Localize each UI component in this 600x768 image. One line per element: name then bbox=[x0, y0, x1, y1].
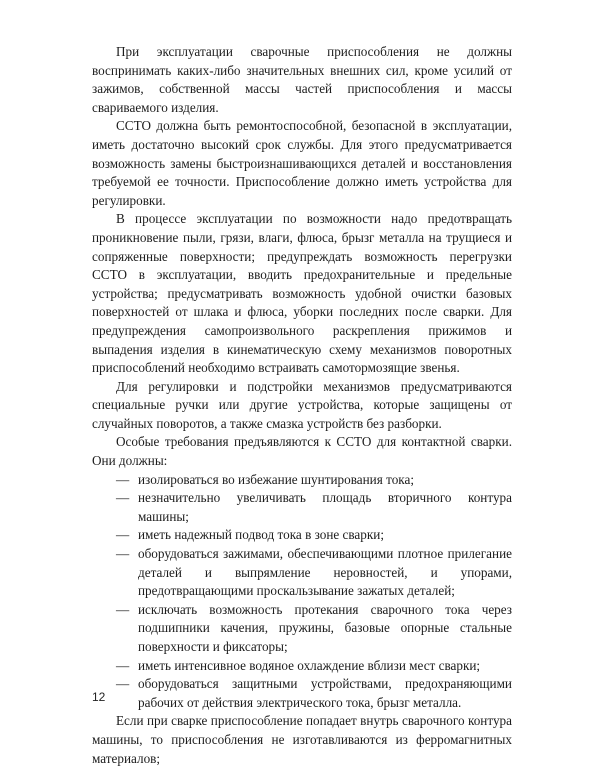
paragraph: Особые требования предъявляются к ССТО для контактной сварки. Они должны: bbox=[92, 434, 512, 469]
page-number: 12 bbox=[92, 690, 106, 704]
list-item bbox=[92, 471, 512, 490]
paragraph: Для регулировки и подстройки механизмов предусматриваются специальные ручки или другие устройства, которые защищены от случайных поворотов, а также смазка устройств без разборки. bbox=[92, 378, 512, 431]
list-item-text: оборудоваться защитными устройствами, предохраняющими рабочих от действия электрического тока, брызг металла. bbox=[138, 676, 512, 710]
list-item bbox=[92, 526, 512, 545]
list-item bbox=[92, 489, 512, 526]
list-dash: — bbox=[116, 601, 130, 617]
page-body bbox=[92, 43, 512, 768]
paragraph: При эксплуатации сварочные приспособления не должны воспринимать каких-либо значительных внешних сил, кроме усилий от зажимов, собственной массы частей приспособления и массы свариваемого изделия. bbox=[92, 44, 512, 115]
list-item bbox=[92, 601, 512, 657]
list-item bbox=[92, 657, 512, 676]
list-dash: — bbox=[116, 676, 130, 692]
list-item-text: иметь интенсивное водяное охлаждение вблизи мест сварки; bbox=[138, 657, 481, 673]
list-item-text: исключать возможность протекания сварочного тока через подшипники качения, пружины, базовые опорные стальные поверхности и фиксаторы; bbox=[138, 601, 512, 654]
list-item-text: изолироваться во избежание шунтирования тока; bbox=[138, 471, 415, 487]
list-dash: — bbox=[116, 527, 130, 543]
requirements-list bbox=[92, 471, 512, 713]
paragraph: В процессе эксплуатации по возможности надо предотвращать проникновение пыли, грязи, влаги, флюса, брызг металла на трущиеся и сопряженные поверхности; предупреждать возможность перегрузки ССТО в эксплуатации, вводить предохранительные и предельные устройства; предусматривать возможность удобной очистки базовых поверхностей от шлака и флюса, уборки последних после сварки. Для предупреждения самопроизвольного раскрепления прижимов и выпадения изделия в кинематическую схему механизмов поворотных приспособлений необходимо встраивать самотормозящие звенья. bbox=[92, 211, 512, 376]
list-item-text: оборудоваться зажимами, обеспечивающими плотное прилегание деталей и выпрямление неровностей, и упорами, предотвращающими проскальзывание зажатых деталей; bbox=[138, 546, 512, 599]
list-dash: — bbox=[116, 657, 130, 673]
list-dash: — bbox=[116, 490, 130, 506]
list-dash: — bbox=[116, 546, 130, 562]
paragraph: Если при сварке приспособление попадает внутрь сварочного контура машины, то приспособления не изготавливаются из ферромагнитных материалов; bbox=[92, 713, 512, 766]
list-item-text: незначительно увеличивать площадь вторичного контура машины; bbox=[138, 490, 512, 524]
list-item bbox=[92, 675, 512, 712]
paragraph: ССТО должна быть ремонтоспособной, безопасной в эксплуатации, иметь достаточно высокий срок службы. Для этого предусматривается возможность замены быстроизнашивающихся деталей и восстановления требуемой ее точности. Приспособление должно иметь устройства для регулировки. bbox=[92, 118, 512, 208]
list-item bbox=[92, 545, 512, 601]
list-dash: — bbox=[116, 471, 130, 487]
list-item-text: иметь надежный подвод тока в зоне сварки; bbox=[138, 527, 385, 543]
